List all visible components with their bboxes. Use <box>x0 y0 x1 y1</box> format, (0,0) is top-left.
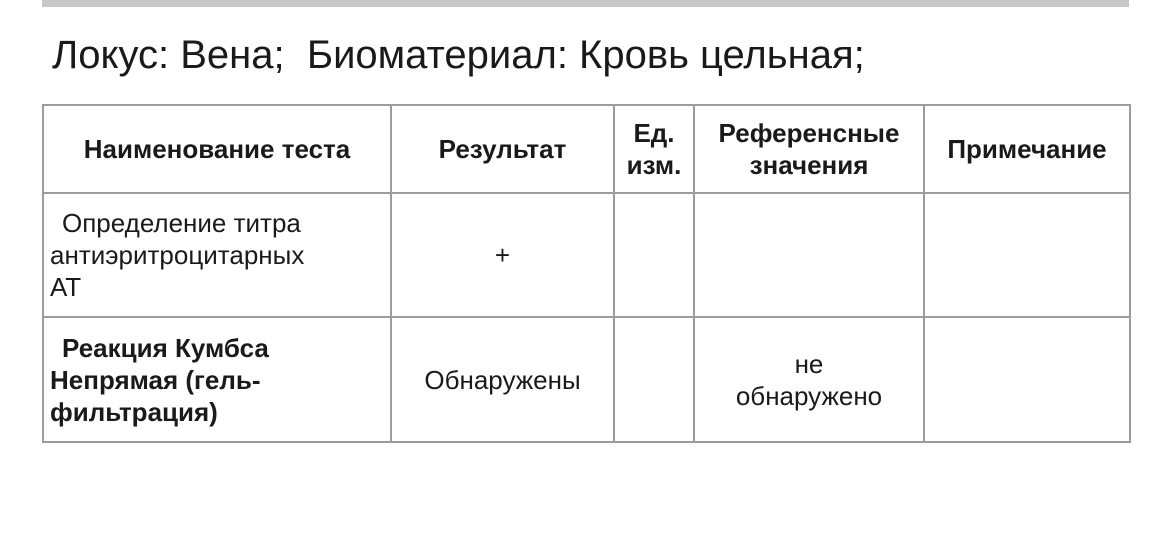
header-unit-line2: изм. <box>626 150 682 180</box>
reference-cell <box>694 193 924 317</box>
result-cell: Обнаружены <box>391 317 614 442</box>
table-row <box>43 193 1130 317</box>
unit-cell <box>614 317 694 442</box>
locus-biomaterial-line: Локус: Вена; Биоматериал: Кровь цельная; <box>52 33 865 77</box>
test-name-cell <box>43 193 391 317</box>
table-header-row <box>43 105 1130 193</box>
test-name-line1: Реакция Кумбса <box>62 332 269 363</box>
header-reference-line1: Референсные <box>718 118 900 148</box>
results-table <box>42 104 1131 443</box>
header-reference <box>694 105 924 193</box>
top-divider-bar <box>42 0 1129 7</box>
test-name-line3: АТ <box>50 272 82 302</box>
header-note: Примечание <box>924 105 1130 193</box>
reference-line1: не <box>794 348 824 379</box>
unit-cell <box>614 193 694 317</box>
header-result: Результат <box>391 105 614 193</box>
table-row <box>43 317 1130 442</box>
header-unit-line1: Ед. <box>633 118 675 148</box>
test-name-line2: антиэритроцитарных <box>50 240 305 270</box>
test-name-line3: фильтрация) <box>50 396 218 427</box>
header-unit <box>614 105 694 193</box>
reference-line2: обнаружено <box>735 380 883 411</box>
reference-cell <box>694 317 924 442</box>
note-cell <box>924 317 1130 442</box>
test-name-line1: Определение титра <box>62 208 301 238</box>
test-name-line2: Непрямая (гель- <box>50 364 261 395</box>
note-cell <box>924 193 1130 317</box>
result-cell: + <box>391 193 614 317</box>
header-test-name: Наименование теста <box>43 105 391 193</box>
test-name-cell <box>43 317 391 442</box>
header-reference-line2: значения <box>749 150 869 180</box>
